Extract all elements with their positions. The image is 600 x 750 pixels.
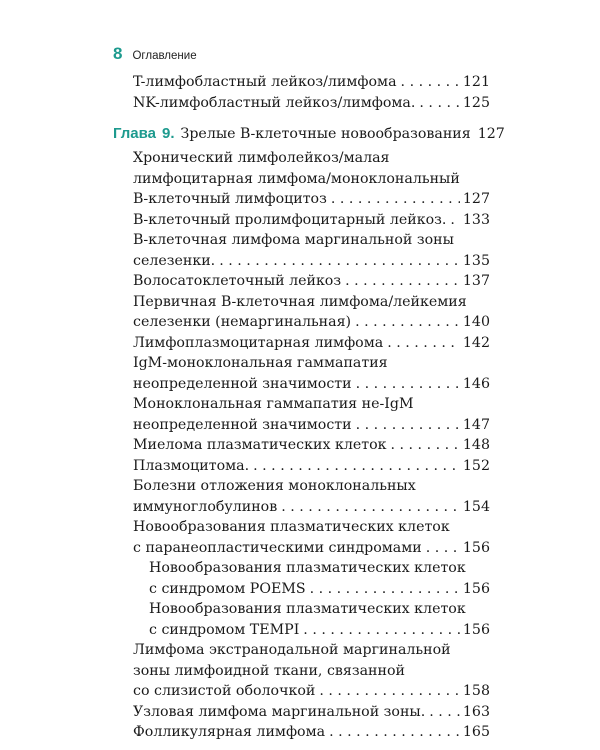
- toc-entry-title: IgM-моноклональная гаммапатия: [133, 355, 388, 371]
- chapter-page-number: 127: [477, 126, 505, 142]
- dot-leader: [429, 702, 460, 722]
- toc-entry-title: зоны лимфоидной ткани, связанной: [133, 662, 405, 679]
- toc-entry-line: [133, 681, 490, 701]
- toc-page-number: 137: [462, 273, 490, 289]
- toc-text-line: [133, 353, 388, 373]
- dot-leader: [329, 722, 460, 742]
- toc-entry-line: [133, 415, 490, 435]
- toc-page-number: 142: [462, 334, 490, 351]
- toc-entry-line: [133, 189, 490, 209]
- toc-entry-title: селезенки.: [133, 252, 216, 269]
- dot-leader: [253, 456, 460, 476]
- toc-entry-line: [149, 620, 490, 640]
- toc-entry-title: В-клеточная лимфома маргинальной зоны: [133, 232, 454, 248]
- toc-page-number: 152: [462, 457, 490, 474]
- toc-text-line: [133, 230, 454, 250]
- toc-page-number: 156: [462, 580, 490, 597]
- toc-page-number: 133: [462, 211, 490, 228]
- toc-entry-title: T-лимфобластный лейкоз/лимфома: [133, 74, 397, 90]
- toc-page-number: 140: [462, 314, 490, 330]
- toc-entry-title: с синдромом TEMPI: [149, 621, 300, 638]
- toc-text-line: [133, 476, 416, 496]
- running-title: Оглавление: [132, 50, 197, 62]
- toc-entry-title: Моноклональная гаммапатия не-IgM: [133, 396, 414, 412]
- toc-entry-title: Лимфоплазмоцитарная лимфома: [133, 334, 384, 351]
- toc-entry-title: Миелома плазматических клеток: [133, 437, 387, 453]
- toc-entry-line: [133, 538, 490, 558]
- toc-page-number: 147: [462, 416, 490, 433]
- running-header: [113, 44, 197, 64]
- toc-entry-title: лимфоцитарная лимфома/моноклональный: [133, 170, 460, 187]
- toc-text-line: [149, 558, 466, 578]
- chapter-title: Зрелые В-клеточные новообразования: [180, 126, 471, 142]
- dot-leader: [303, 620, 460, 640]
- dot-leader: [310, 579, 460, 599]
- dot-leader: [419, 93, 460, 113]
- toc-entry-title: Лимфома экстранодальной маргинальной: [133, 642, 451, 658]
- toc-text-line: [133, 517, 450, 537]
- toc-entry-title: Новообразования плазматических клеток: [149, 560, 466, 576]
- toc-entry-title: неопределенной значимости: [133, 375, 352, 392]
- toc-page-number: 158: [462, 683, 490, 699]
- dot-leader: [345, 271, 460, 291]
- dot-leader: [319, 681, 460, 701]
- toc-entry-title: В-клеточный пролимфоцитарный лейкоз.: [133, 211, 447, 228]
- toc-entry-line: [133, 702, 490, 722]
- toc-page-number: 163: [462, 703, 490, 720]
- toc-text-line: [133, 640, 451, 660]
- toc-entry-line: [133, 374, 490, 394]
- dot-leader: [281, 497, 460, 517]
- dot-leader: [356, 374, 460, 394]
- toc-entry-line: [133, 312, 490, 332]
- toc-page-number: 146: [462, 375, 490, 392]
- toc-entry-title: Хронический лимфолейкоз/малая: [133, 150, 390, 166]
- toc-text-line: [133, 292, 467, 312]
- toc-entry-line: [133, 72, 490, 92]
- toc-entry-line: [133, 271, 490, 291]
- toc-page-number: 148: [462, 437, 490, 453]
- toc-entry-title: иммуноглобулинов: [133, 498, 278, 515]
- chapter-label: Глава: [113, 125, 156, 142]
- toc-entry-line: [133, 497, 490, 517]
- toc-text-line: [133, 394, 413, 414]
- toc-entry-title: Плазмоцитома.: [133, 457, 250, 474]
- dot-leader: [331, 189, 460, 209]
- toc-page-number: 156: [462, 621, 490, 638]
- toc-entry-title: В-клеточный лимфоцитоз: [133, 191, 327, 207]
- toc-page-number: 135: [462, 252, 490, 269]
- toc-page-number: 127: [462, 191, 490, 207]
- toc-entry-line: [133, 333, 490, 353]
- dot-leader: [450, 210, 459, 230]
- toc-page-number: 125: [462, 94, 490, 111]
- toc-text-line: [133, 148, 390, 168]
- toc-entry-line: [149, 579, 490, 599]
- toc-entry-line: [133, 435, 490, 455]
- toc-text-line: [133, 169, 460, 189]
- chapter-number: 9.: [162, 125, 175, 142]
- toc-entry-line: [133, 210, 490, 230]
- dot-leader: [391, 435, 460, 455]
- toc-entry-line: [133, 456, 490, 476]
- toc-entry-title: с синдромом POEMS: [149, 580, 306, 597]
- toc-entry-title: с паранеопластическими синдромами: [133, 539, 422, 556]
- dot-leader: [426, 538, 460, 558]
- toc-entry-line: [133, 251, 490, 271]
- dot-leader: [219, 251, 460, 271]
- toc-entry-title: Фолликулярная лимфома: [133, 724, 326, 740]
- toc-text-line: [149, 599, 466, 619]
- toc-page-number: 156: [462, 539, 490, 556]
- dot-leader: [401, 72, 460, 92]
- dot-leader: [387, 333, 460, 353]
- dot-leader: [355, 312, 460, 332]
- toc-entry-line: [133, 93, 490, 113]
- toc-entry-title: Волосатоклеточный лейкоз: [133, 273, 342, 289]
- toc-page-number: 165: [462, 724, 490, 740]
- toc-entry-title: селезенки (немаргинальная): [133, 314, 352, 330]
- page-number: 8: [113, 44, 123, 63]
- toc-text-line: [133, 661, 405, 681]
- toc-entry-title: неопределенной значимости: [133, 416, 352, 433]
- toc-page-number: 121: [462, 74, 490, 90]
- toc-entry-title: Новообразования плазматических клеток: [133, 519, 450, 535]
- toc-page-number: 154: [462, 498, 490, 515]
- toc-entry-title: Новообразования плазматических клеток: [149, 601, 466, 617]
- toc-entry-line: [133, 722, 490, 742]
- chapter-heading: [113, 124, 505, 144]
- toc-entry-title: Болезни отложения моноклональных: [133, 478, 416, 494]
- toc-entry-title: со слизистой оболочкой: [133, 683, 316, 699]
- toc-entry-title: Первичная В-клеточная лимфома/лейкемия: [133, 293, 467, 310]
- toc-entry-title: Узловая лимфома маргинальной зоны.: [133, 703, 426, 720]
- toc-entry-title: NK-лимфобластный лейкоз/лимфома.: [133, 94, 416, 111]
- dot-leader: [356, 415, 460, 435]
